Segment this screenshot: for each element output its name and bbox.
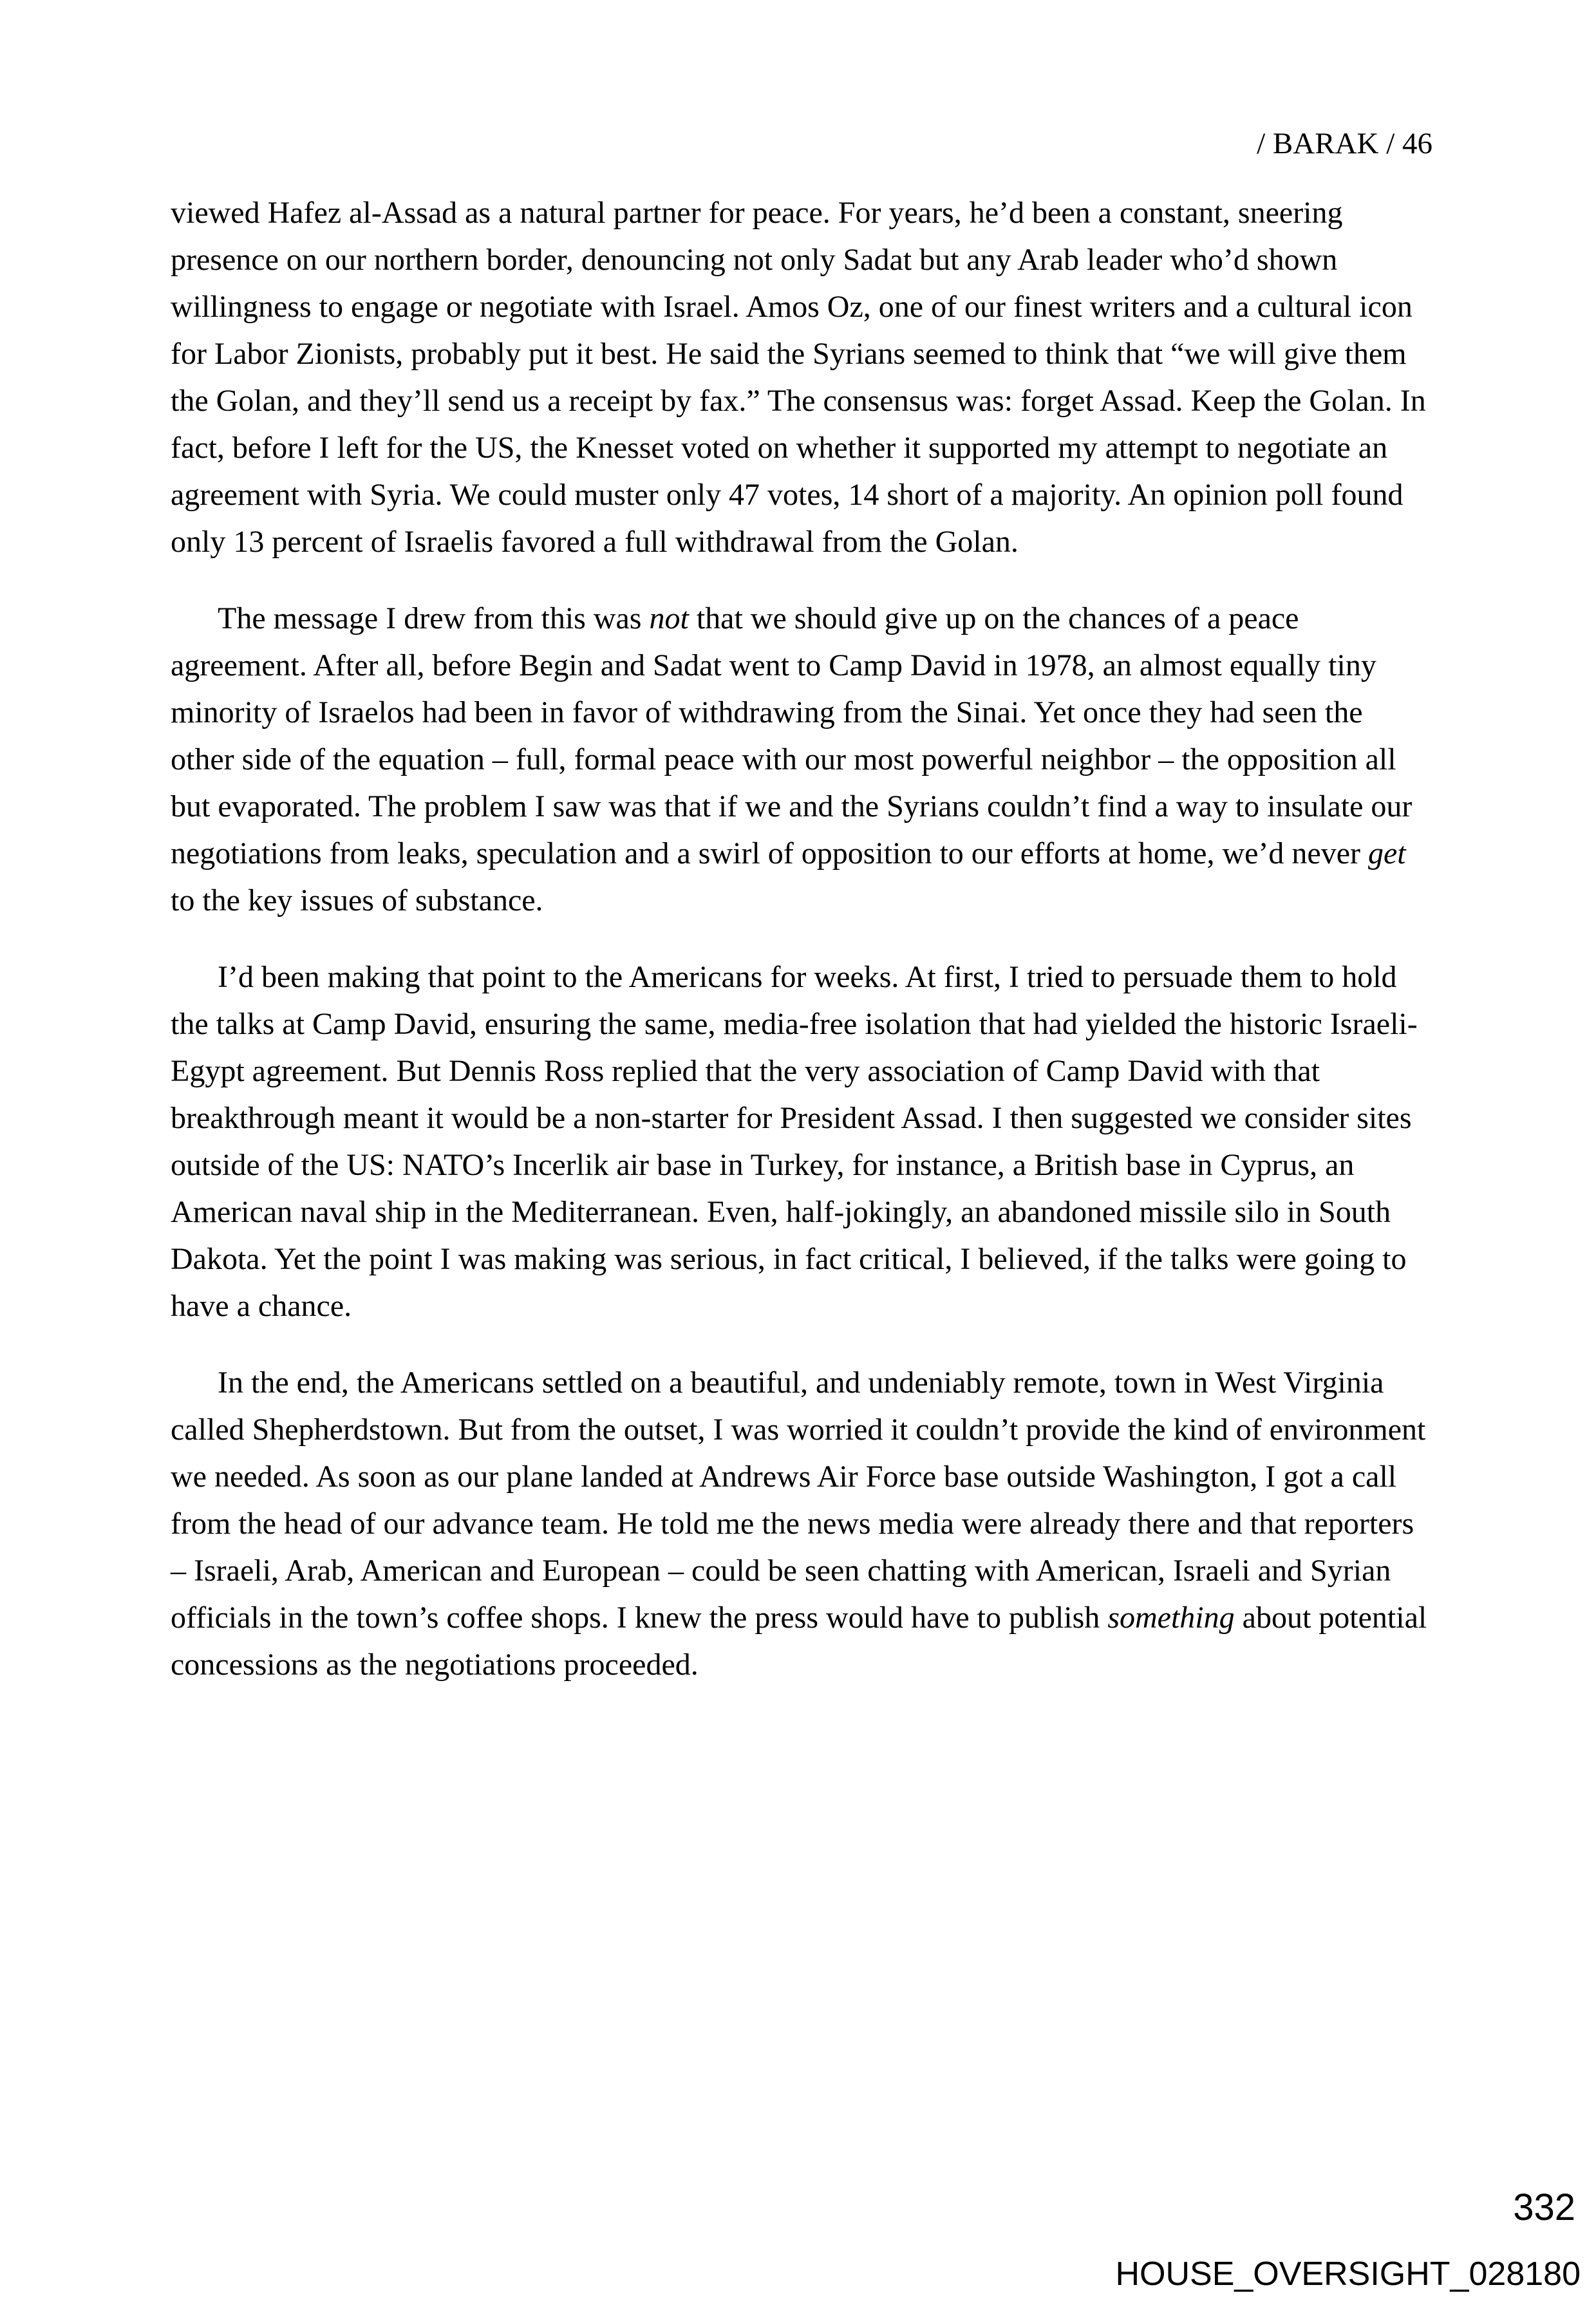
italic-text-segment: something <box>1107 1601 1235 1635</box>
text-segment: In the end, the Americans settled on a beautiful, and undeniably remote, town in West Virginia called Shepherdstown. But from the outset, I was worried it couldn’t provide the kind of environment we needed. As soon as our plane landed at Andrews Air Force base outside Washington, I got a call from the head of our advance team. He told me the news media were already there and that reporters – Israeli, Arab, American and European – could be seen chatting with American, Israeli and Syrian officials in the town’s coffee shops. I knew the press would have to publish <box>171 1366 1426 1635</box>
running-header-text: / BARAK / 46 <box>1257 126 1432 160</box>
text-segment: The message I drew from this was <box>218 601 650 635</box>
bates-stamp: HOUSE_OVERSIGHT_028180 <box>1115 2255 1581 2293</box>
paragraph <box>171 954 1432 1330</box>
document-body <box>171 189 1432 1718</box>
paragraph <box>171 595 1432 924</box>
paragraph <box>171 1359 1432 1688</box>
italic-text-segment: get <box>1368 836 1406 870</box>
text-segment: viewed Hafez al-Assad as a natural partner for peace. For years, he’d been a constant, sneering presence on our northern border, denouncing not only Sadat but any Arab leader who’d shown willingness to engage or negotiate with Israel. Amos Oz, one of our finest writers and a cultural icon for Labor Zionists, probably put it best. He said the Syrians seemed to think that “we will give them the Golan, and they’ll send us a receipt by fax.” The consensus was: forget Assad. Keep the Golan. In fact, before I left for the US, the Knesset voted on whether it supported my attempt to negotiate an agreement with Syria. We could muster only 47 votes, 14 short of a majority. An opinion poll found only 13 percent of Israelis favored a full withdrawal from the Golan. <box>171 196 1426 559</box>
text-segment: to the key issues of substance. <box>171 883 543 917</box>
text-segment: about potential concessions as the negotiations proceeded. <box>171 1601 1427 1682</box>
running-header <box>171 94 1432 194</box>
italic-text-segment: not <box>649 601 689 635</box>
paragraph <box>171 189 1432 565</box>
text-segment: I’d been making that point to the Americans for weeks. At first, I tried to persuade them to hold the talks at Camp David, ensuring the same, media-free isolation that had yielded the historic Israeli-Egypt agreement. But Dennis Ross replied that the very association of Camp David with that breakthrough meant it would be a non-starter for President Assad. I then suggested we consider sites outside of the US: NATO’s Incerlik air base in Turkey, for instance, a British base in Cyprus, an American naval ship in the Mediterranean. Even, half-jokingly, an abandoned missile silo in South Dakota. Yet the point I was making was serious, in fact critical, I believed, if the talks were going to have a chance. <box>171 960 1418 1323</box>
text-segment: that we should give up on the chances of a peace agreement. After all, before Begin and Sadat went to Camp David in 1978, an almost equally tiny minority of Israelos had been in favor of withdrawing from the Sinai. Yet once they had seen the other side of the equation – full, formal peace with our most powerful neighbor – the opposition all but evaporated. The problem I saw was that if we and the Syrians couldn’t find a way to insulate our negotiations from leaks, speculation and a swirl of opposition to our efforts at home, we’d never <box>171 601 1413 870</box>
page-number: 332 <box>1513 2186 1575 2228</box>
